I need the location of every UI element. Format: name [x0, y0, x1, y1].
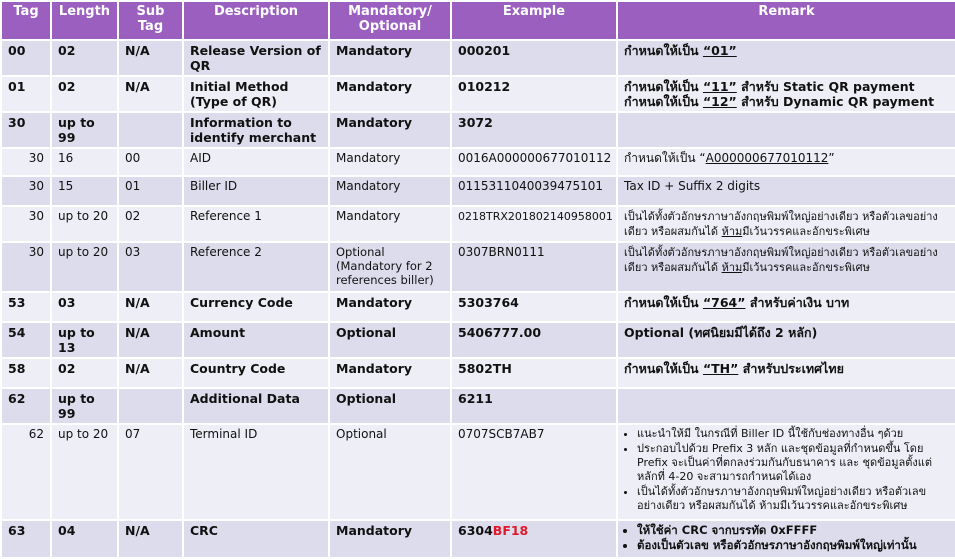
header-tag: Tag: [1, 1, 51, 40]
cell-subtag: 07: [118, 424, 183, 520]
table-row: [1, 40, 955, 76]
header-row: [1, 1, 955, 40]
cell-example: 5303764: [451, 292, 617, 322]
remark-underlined: “764”: [702, 295, 746, 310]
remark-underlined: “12”: [702, 94, 737, 109]
cell-length: 02: [51, 358, 118, 388]
cell-length: up to 99: [51, 388, 118, 424]
table-row: [1, 388, 955, 424]
cell-description: AID: [183, 148, 329, 176]
table-row: [1, 292, 955, 322]
cell-example: 0307BRN0111: [451, 242, 617, 292]
cell-remark: [617, 424, 955, 520]
cell-tag: 30: [1, 206, 51, 242]
remark-text: กำหนดให้เป็น: [624, 295, 703, 310]
cell-length: 04: [51, 520, 118, 558]
cell-tag: 00: [1, 40, 51, 76]
table-row: [1, 76, 955, 112]
cell-remark: [617, 40, 955, 76]
cell-subtag: N/A: [118, 322, 183, 358]
cell-tag: 30: [1, 176, 51, 206]
cell-description: Reference 1: [183, 206, 329, 242]
remark-item: • ต้องเป็นตัวเลข หรือตัวอักษรภาษาอังกฤษพิมพ์ใหญ่เท่านั้น: [637, 538, 949, 552]
cell-mandatory: Mandatory: [329, 148, 451, 176]
cell-remark: [617, 242, 955, 292]
cell-description: Reference 2: [183, 242, 329, 292]
table-row: [1, 424, 955, 520]
cell-subtag: [118, 388, 183, 424]
cell-mandatory: Mandatory: [329, 520, 451, 558]
cell-length: 02: [51, 76, 118, 112]
remark-line: [624, 79, 949, 94]
cell-tag: 58: [1, 358, 51, 388]
cell-tag: 30: [1, 242, 51, 292]
cell-subtag: N/A: [118, 40, 183, 76]
cell-subtag: N/A: [118, 76, 183, 112]
remark-text: เป็นได้ทั้งตัวอักษรภาษาอังกฤษพิมพ์ใหญ่อย่างเดียว หรือตัวเลขอย่างเดียว หรือผสมกันได้: [624, 246, 938, 274]
cell-subtag: 03: [118, 242, 183, 292]
header-length: Length: [51, 1, 118, 40]
remark-underlined: A000000677010112: [705, 151, 829, 165]
cell-remark: [617, 148, 955, 176]
remark-text: กำหนดให้เป็น: [624, 361, 703, 376]
cell-subtag: [118, 112, 183, 148]
cell-length: up to 20: [51, 242, 118, 292]
cell-subtag: N/A: [118, 292, 183, 322]
remark-text: กำหนดให้เป็น: [624, 79, 703, 94]
cell-subtag: 01: [118, 176, 183, 206]
cell-length: up to 99: [51, 112, 118, 148]
remark-underlined: “01”: [702, 43, 737, 58]
cell-tag: 54: [1, 322, 51, 358]
cell-remark: [617, 520, 955, 558]
remark-underlined: “11”: [702, 79, 737, 94]
remark-text: สำหรับ Dynamic QR payment: [736, 94, 935, 109]
cell-length: 16: [51, 148, 118, 176]
remark-underlined: “TH”: [702, 361, 739, 376]
example-highlight: BF18: [492, 523, 529, 538]
cell-description: Currency Code: [183, 292, 329, 322]
cell-description: Terminal ID: [183, 424, 329, 520]
remark-underlined: ห้าม: [721, 261, 743, 274]
cell-example: [451, 520, 617, 558]
remark-item: • แนะนำให้มี ในกรณีที่ Biller ID นี้ใช้กับช่องทางอื่น ๆด้วย: [637, 427, 949, 441]
cell-mandatory: Mandatory: [329, 292, 451, 322]
remark-underlined: ห้าม: [721, 225, 743, 238]
header-description: Description: [183, 1, 329, 40]
cell-subtag: N/A: [118, 358, 183, 388]
cell-tag: 01: [1, 76, 51, 112]
table-row: [1, 520, 955, 558]
cell-remark: [617, 112, 955, 148]
cell-mandatory: Mandatory: [329, 40, 451, 76]
header-remark: Remark: [617, 1, 955, 40]
cell-description: Initial Method (Type of QR): [183, 76, 329, 112]
cell-length: 02: [51, 40, 118, 76]
cell-example: 5406777.00: [451, 322, 617, 358]
cell-tag: 62: [1, 388, 51, 424]
header-example: Example: [451, 1, 617, 40]
table-row: [1, 148, 955, 176]
remark-item: • ประกอบไปด้วย Prefix 3 หลัก และชุดข้อมูลที่กำหนดขึ้น โดย Prefix จะเป็นค่าที่ตกลงร่วมกันกับธนาคาร และ ชุดข้อมูลตั้งแต่หลักที่ 4-20 จะสามารถกำหนดได้เอง: [637, 442, 949, 484]
cell-subtag: N/A: [118, 520, 183, 558]
table-row: [1, 322, 955, 358]
remark-text: มีเว้นวรรคและอักขระพิเศษ: [742, 261, 870, 274]
cell-description: Biller ID: [183, 176, 329, 206]
cell-mandatory: Mandatory: [329, 358, 451, 388]
remark-text: มีเว้นวรรคและอักขระพิเศษ: [742, 225, 870, 238]
cell-description: Additional Data: [183, 388, 329, 424]
remark-item: • เป็นได้ทั้งตัวอักษรภาษาอังกฤษพิมพ์ใหญ่อย่างเดียว หรือตัวเลขอย่างเดียว หรือผสมกันได้ ห้ามมีเว้นวรรคและอักขระพิเศษ: [637, 485, 949, 513]
cell-example: 3072: [451, 112, 617, 148]
header-subtag: Sub Tag: [118, 1, 183, 40]
cell-example: 010212: [451, 76, 617, 112]
remark-text: กำหนดให้เป็น: [624, 94, 703, 109]
cell-example: 0115311040039475101: [451, 176, 617, 206]
cell-example: 000201: [451, 40, 617, 76]
cell-example: 6211: [451, 388, 617, 424]
cell-example: 0707SCB7AB7: [451, 424, 617, 520]
cell-remark: [617, 206, 955, 242]
example-text: 6304: [458, 523, 493, 538]
cell-mandatory: Optional: [329, 424, 451, 520]
remark-text: สำหรับ Static QR payment: [736, 79, 915, 94]
cell-length: 15: [51, 176, 118, 206]
cell-tag: 30: [1, 112, 51, 148]
cell-mandatory: Mandatory: [329, 76, 451, 112]
cell-description: Information to identify merchant: [183, 112, 329, 148]
cell-length: up to 13: [51, 322, 118, 358]
remark-line: [624, 94, 949, 109]
cell-description: Country Code: [183, 358, 329, 388]
cell-remark: [617, 388, 955, 424]
cell-example: 5802TH: [451, 358, 617, 388]
cell-tag: 30: [1, 148, 51, 176]
table-row: [1, 242, 955, 292]
cell-length: up to 20: [51, 424, 118, 520]
remark-list: [624, 427, 949, 513]
remark-text: สำหรับประเทศไทย: [738, 361, 844, 376]
cell-description: Amount: [183, 322, 329, 358]
cell-tag: 53: [1, 292, 51, 322]
remark-text: สำหรับค่าเงิน บาท: [745, 295, 850, 310]
remark-list: [624, 523, 949, 552]
cell-mandatory: Optional: [329, 388, 451, 424]
cell-mandatory: Optional: [329, 322, 451, 358]
cell-example: 0016A000000677010112: [451, 148, 617, 176]
table-row: [1, 112, 955, 148]
cell-subtag: 02: [118, 206, 183, 242]
cell-description: CRC: [183, 520, 329, 558]
cell-mandatory: Optional (Mandatory for 2 references biller): [329, 242, 451, 292]
cell-tag: 62: [1, 424, 51, 520]
cell-example: 0218TRX201802140958001: [451, 206, 617, 242]
cell-length: up to 20: [51, 206, 118, 242]
cell-mandatory: Mandatory: [329, 112, 451, 148]
cell-tag: 63: [1, 520, 51, 558]
cell-remark: Tax ID + Suffix 2 digits: [617, 176, 955, 206]
cell-remark: [617, 292, 955, 322]
header-mandatory: Mandatory/ Optional: [329, 1, 451, 40]
table-row: [1, 176, 955, 206]
cell-remark: [617, 76, 955, 112]
cell-subtag: 00: [118, 148, 183, 176]
cell-length: 03: [51, 292, 118, 322]
cell-mandatory: Mandatory: [329, 206, 451, 242]
cell-mandatory: Mandatory: [329, 176, 451, 206]
remark-text: กำหนดให้เป็น: [624, 43, 703, 58]
cell-remark: Optional (ทศนิยมมีได้ถึง 2 หลัก): [617, 322, 955, 358]
remark-item: • ให้ใช้ค่า CRC จากบรรทัด 0xFFFF: [637, 523, 949, 537]
cell-description: Release Version of QR: [183, 40, 329, 76]
remark-text: เป็นได้ทั้งตัวอักษรภาษาอังกฤษพิมพ์ใหญ่อย่างเดียว หรือตัวเลขอย่างเดียว หรือผสมกันได้: [624, 210, 938, 238]
table-row: [1, 206, 955, 242]
remark-text: ”: [828, 151, 835, 165]
table-row: [1, 358, 955, 388]
remark-text: กำหนดให้เป็น “: [624, 151, 706, 165]
cell-remark: [617, 358, 955, 388]
